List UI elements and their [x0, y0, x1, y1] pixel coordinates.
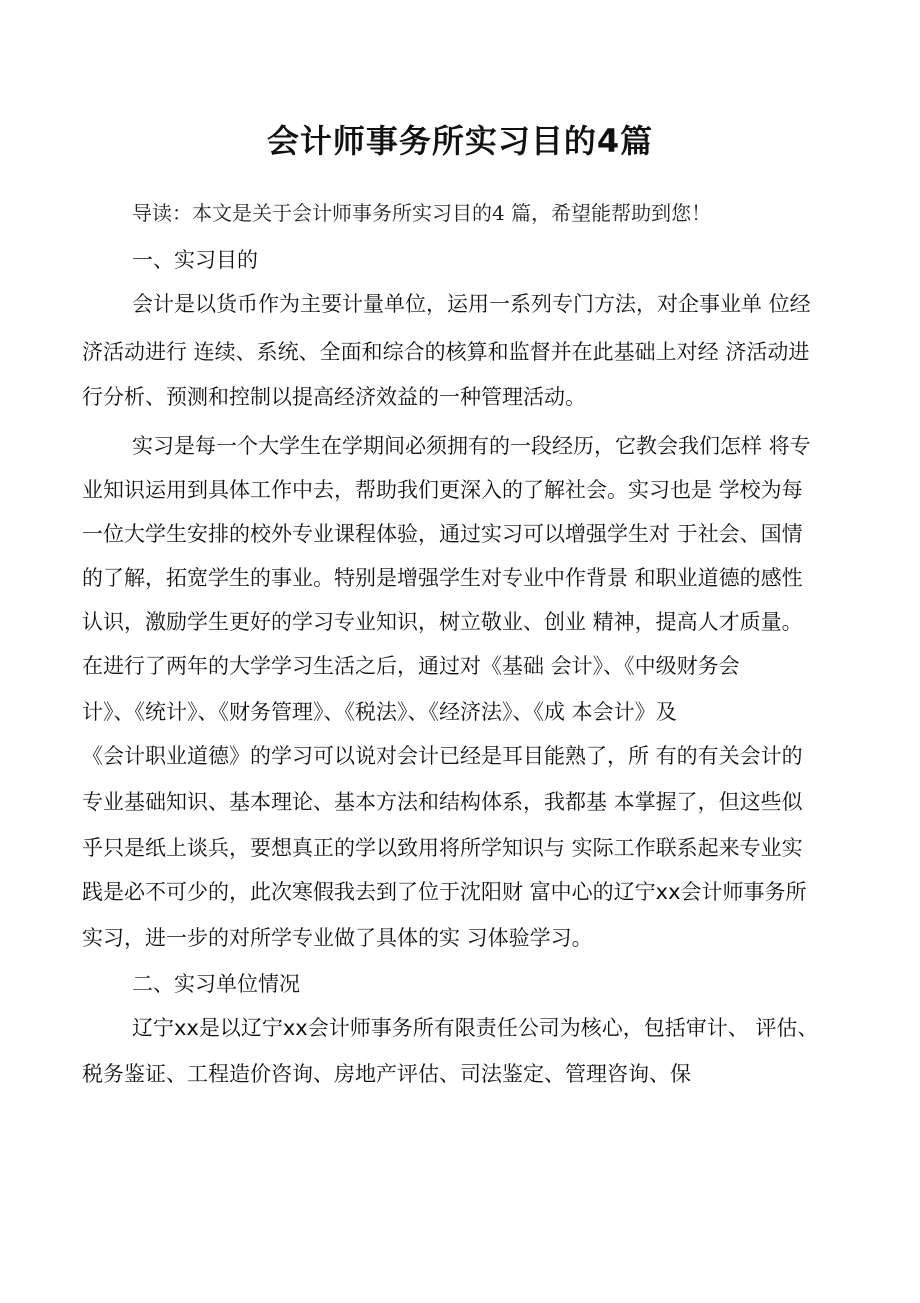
para2-line: 乎只是纸上谈兵，要想真正的学以致用将所学知识与 实际工作联系起来专业实 — [82, 836, 803, 860]
para2-line: 践是必不可少的，此次寒假我去到了位于沈阳财 富中心的辽宁xx会计师事务所 — [82, 880, 807, 904]
para3-line: 辽宁xx是以辽宁xx会计师事务所有限责任公司为核心，包括审计、 评估、 — [132, 1016, 819, 1040]
para2-line: 实习是每一个大学生在学期间必须拥有的一段经历，它教会我们怎样 将专 — [132, 434, 811, 458]
para3-line: 税务鉴证、工程造价咨询、房地产评估、司法鉴定、管理咨询、保 — [82, 1062, 691, 1086]
para2-line: 的了解，拓宽学生的事业。特别是增强学生对专业中作背景 和职业道德的感性 — [82, 566, 803, 590]
para1-line: 行分析、预测和控制以提高经济效益的一种管理活动。 — [82, 385, 586, 409]
para2-line: 专业基础知识、基本理论、基本方法和结构体系，我都基 本掌握了，但这些似 — [82, 790, 803, 814]
para2-line: 业知识运用到具体工作中去，帮助我们更深入的了解社会。实习也是 学校为每 — [82, 478, 803, 502]
section1-heading: 一、实习目的 — [132, 248, 258, 272]
para1-line: 济活动进行 连续、系统、全面和综合的核算和监督并在此基础上对经 济活动进 — [82, 340, 810, 364]
para2-line: 在进行了两年的大学学习生活之后，通过对《基础 会计》、《中级财务会 — [82, 654, 740, 678]
para2-line: 计》、《统计》、《财务管理》、《税法》、《经济法》、《成 本会计》及 — [82, 700, 677, 724]
para2-line: 认识，激励学生更好的学习专业知识，树立敬业、创业 精神，提高人才质量。 — [82, 610, 803, 634]
para1-line: 会计是以货币作为主要计量单位，运用一系列专门方法，对企事业单 位经 — [132, 292, 811, 316]
document-title: 会计师事务所实习目的4篇 — [266, 122, 654, 160]
para2-line: 实习，进一步的对所学专业做了具体的实 习体验学习。 — [82, 926, 593, 950]
lead-line: 导读：本文是关于会计师事务所实习目的4 篇，希望能帮助到您！ — [132, 201, 712, 225]
para2-line: 一位大学生安排的校外专业课程体验，通过实习可以增强学生对 于社会、国情 — [82, 522, 803, 546]
section2-heading: 二、实习单位情况 — [132, 972, 300, 996]
para2-line: 《会计职业道德》的学习可以说对会计已经是耳目能熟了，所 有的有关会计的 — [82, 744, 803, 768]
